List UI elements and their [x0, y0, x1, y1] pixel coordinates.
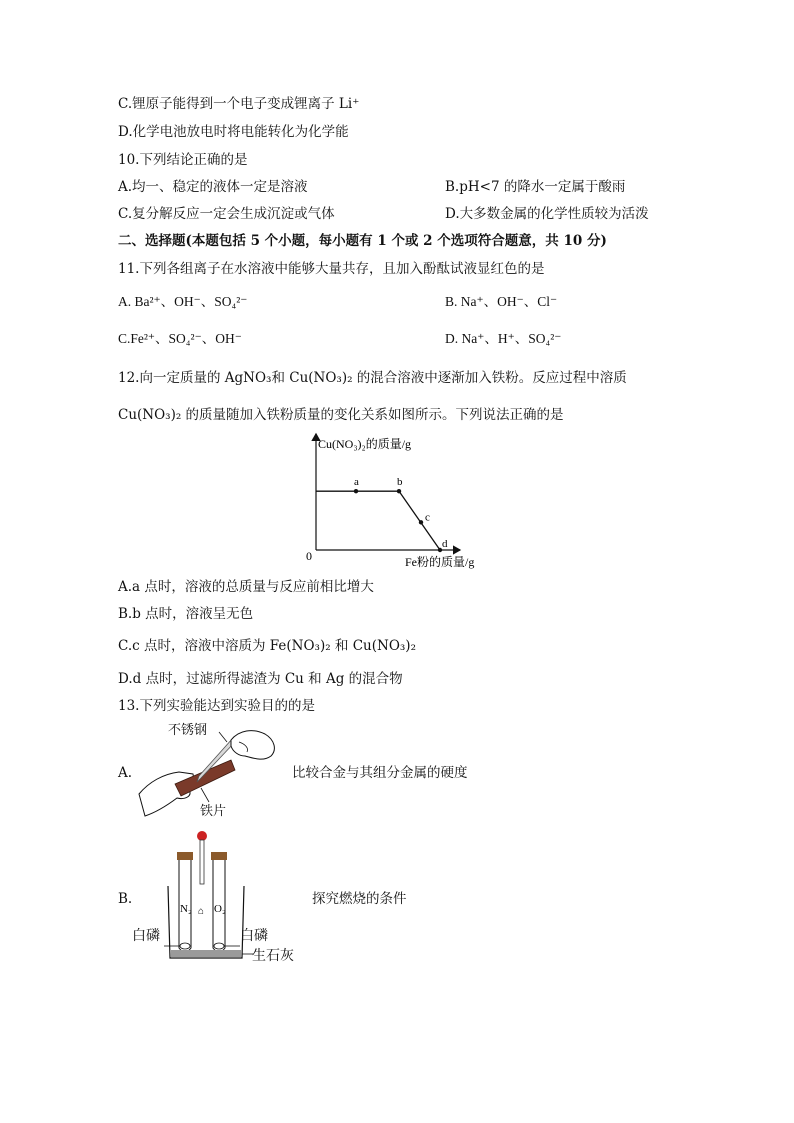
q12-option-d: D.d 点时，过滤所得滤渣为 Cu 和 Ag 的混合物	[118, 671, 403, 687]
gas-left-label: N₂	[180, 903, 192, 915]
point-b	[397, 489, 401, 493]
point-label-d: d	[442, 538, 448, 550]
quicklime-layer	[171, 950, 241, 957]
x-axis-label: Fe粉的质量/g	[405, 555, 475, 569]
q13-option-b-text: 探究燃烧的条件	[312, 891, 407, 907]
left-stopper-icon	[177, 852, 193, 860]
question-11: 11.下列各组离子在水溶液中能够大量共存，且加入酚酞试液显红色的是	[118, 261, 545, 277]
q10-option-c: C.复分解反应一定会生成沉淀或气体	[118, 206, 335, 222]
white-phosphorus-left-label: 白磷	[132, 928, 160, 944]
cu-nitrate-mass-chart	[300, 428, 500, 573]
q10-option-a: A.均一、稳定的液体一定是溶液	[118, 179, 308, 195]
q13-option-b-label: B.	[118, 891, 133, 907]
gas-right-label: O₂	[214, 903, 226, 915]
white-phosphorus-right-icon	[214, 943, 224, 949]
q11-option-c: C.Fe²⁺、SO₄²⁻、OH⁻	[118, 331, 242, 346]
option-c-lithium: C.锂原子能得到一个电子变成锂离子 Li⁺	[118, 96, 360, 112]
q12-option-b: B.b 点时，溶液呈无色	[118, 606, 254, 622]
q11-option-d: D. Na⁺、H⁺、SO₄²⁻	[445, 331, 562, 346]
q11-option-a: A. Ba²⁺、OH⁻、SO₄²⁻	[118, 294, 248, 309]
q13-option-a-text: 比较合金与其组分金属的硬度	[292, 765, 468, 781]
option-d-battery: D.化学电池放电时将电能转化为化学能	[118, 124, 349, 140]
question-12-line-1: 12.向一定质量的 AgNO₃和 Cu(NO₃)₂ 的混合溶液中逐渐加入铁粉。反应过程中溶质	[118, 370, 627, 386]
point-label-c: c	[425, 511, 430, 524]
q11-option-b: B. Na⁺、OH⁻、Cl⁻	[445, 294, 558, 309]
white-phosphorus-right-label: 白磷	[240, 928, 268, 944]
right-stopper-icon	[211, 852, 227, 860]
question-10: 10.下列结论正确的是	[118, 152, 248, 168]
q12-option-a: A.a 点时，溶液的总质量与反应前相比增大	[118, 579, 374, 595]
point-a	[354, 489, 358, 493]
svg-text:⌂: ⌂	[198, 906, 205, 917]
point-label-b: b	[397, 476, 403, 489]
dropper-tube-icon	[200, 840, 204, 884]
dropper-bulb-icon	[197, 831, 207, 841]
combustion-experiment-figure	[160, 828, 260, 968]
origin-label: 0	[306, 549, 312, 563]
stainless-steel-label: 不锈钢	[168, 723, 208, 738]
iron-sheet-label: 铁片	[200, 804, 227, 819]
q10-option-b: B.pH<7 的降水一定属于酸雨	[445, 179, 626, 195]
point-c	[419, 520, 423, 524]
right-hand-icon	[231, 731, 274, 760]
q12-option-c: C.c 点时，溶液中溶质为 Fe(NO₃)₂ 和 Cu(NO₃)₂	[118, 638, 416, 654]
q10-option-d: D.大多数金属的化学性质较为活泼	[445, 206, 649, 222]
section-2-heading: 二、选择题(本题包括 5 个小题，每小题有 1 个或 2 个选项符合题意，共 10 分)	[118, 233, 607, 249]
point-label-a: a	[354, 476, 359, 489]
white-phosphorus-left-icon	[180, 943, 190, 949]
question-13: 13.下列实验能达到实验目的的是	[118, 698, 315, 714]
q13-option-a-label: A.	[118, 765, 133, 781]
quicklime-label: 生石灰	[252, 948, 294, 964]
y-axis-label: Cu(NO₃)₂的质量/g	[318, 437, 412, 451]
question-12-line-2: Cu(NO₃)₂ 的质量随加入铁粉质量的变化关系如图所示。下列说法正确的是	[118, 407, 564, 423]
